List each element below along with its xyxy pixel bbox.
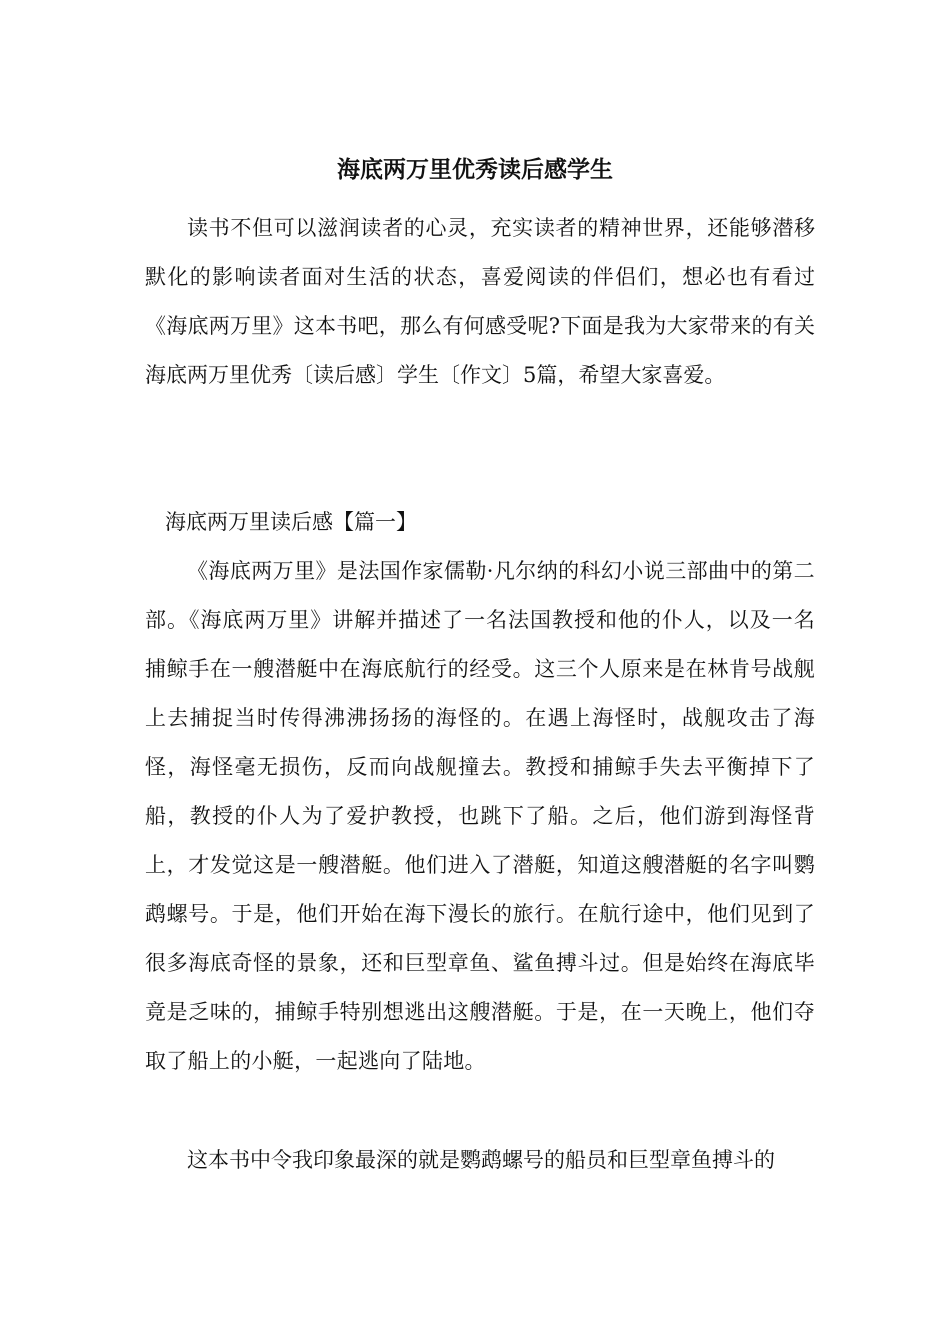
document-title: 海底两万里优秀读后感学生	[337, 156, 613, 183]
section-heading: 海底两万里读后感【篇一】	[165, 510, 417, 534]
intro-paragraph: 读书不但可以滋润读者的心灵，充实读者的精神世界，还能够潜移默化的影响读者面对生活的状态，喜爱阅读的伴侣们，想必也有看过《海底两万里》这本书吧，那么有何感受呢?下面是我为大家带来的有关海底两万里优秀〔读后感〕学生〔作文〕5篇，希望大家喜爱。	[145, 216, 815, 387]
body-paragraph: 这本书中令我印象最深的就是鹦鹉螺号的船员和巨型章鱼搏斗的	[187, 1148, 775, 1172]
body-paragraph: 《海底两万里》是法国作家儒勒·凡尔纳的科幻小说三部曲中的第二部。《海底两万里》讲解并描述了一名法国教授和他的仆人，以及一名捕鲸手在一艘潜艇中在海底航行的经受。这三个人原来是在林肯号战舰上去捕捉当时传得沸沸扬扬的海怪的。在遇上海怪时，战舰攻击了海怪，海怪毫无损伤，反而向战舰撞去。教授和捕鲸手失去平衡掉下了船，教授的仆人为了爱护教授，也跳下了船。之后，他们游到海怪背上，才发觉这是一艘潜艇。他们进入了潜艇，知道这艘潜艇的名字叫鹦鹉螺号。于是，他们开始在海下漫长的旅行。在航行途中，他们见到了很多海底奇怪的景象，还和巨型章鱼、鲨鱼搏斗过。但是始终在海底毕竟是乏味的，捕鲸手特别想逃出这艘潜艇。于是，在一天晚上，他们夺取了船上的小艇，一起逃向了陆地。	[145, 559, 815, 1073]
